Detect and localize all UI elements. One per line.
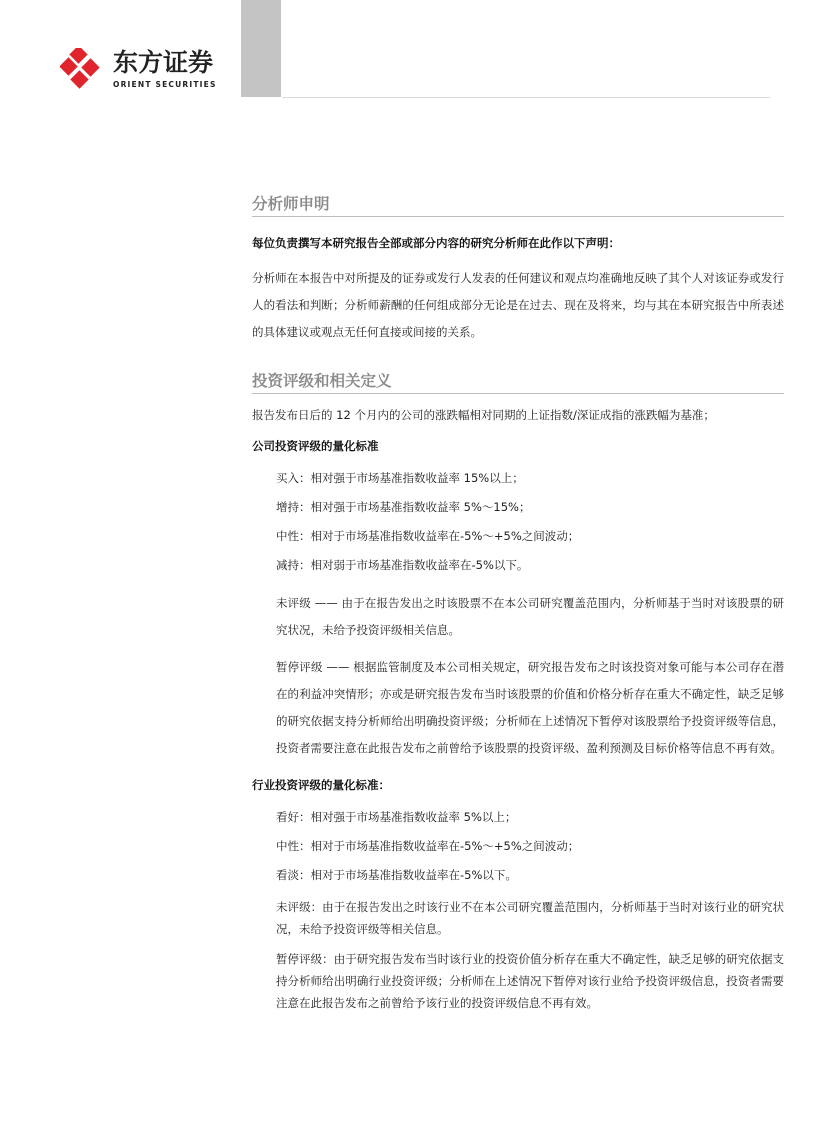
logo-chinese-name: 东方证券: [113, 48, 214, 77]
industry-rating-list: [252, 803, 784, 1014]
logo-english-name: ORIENT SECURITIES: [113, 80, 217, 89]
industry-unrated-note: 未评级：由于在报告发出之时该行业不在本公司研究覆盖范围内，分析师基于当时对该行业的研究状况，未给予投资评级等相关信息。: [276, 900, 784, 936]
company-rating-heading: 公司投资评级的量化标准: [252, 439, 379, 453]
industry-rating-heading: 行业投资评级的量化标准：: [252, 778, 390, 792]
company-unrated-note: 未评级 —— 由于在报告发出之时该股票不在本公司研究覆盖范围内，分析师基于当时对该股票的研究状况，未给予投资评级相关信息。: [276, 596, 784, 637]
company-logo: [60, 46, 230, 96]
industry-rating-item: 看好：相对强于市场基准指数收益率 5%以上；: [276, 810, 517, 824]
company-rating-item: 中性：相对于市场基准指数收益率在-5%～+5%之间波动；: [276, 529, 580, 543]
company-rating-item: 增持：相对强于市场基准指数收益率 5%～15%；: [276, 500, 531, 514]
company-suspended-note: 暂停评级 —— 根据监管制度及本公司相关规定，研究报告发布之时该投资对象可能与本公司存在潜在的利益冲突情形；亦或是研究报告发布当时该股票的价值和价格分析存在重大不确定性，缺乏足够的研究依据支持分析师给出明确投资评级；分析师在上述情况下暂停对该股票给予投资评级等信息，投资者需要注意在此报告发布之前曾给予该股票的投资评级、盈利预测及目标价格等信息不再有效。: [276, 660, 784, 755]
disclosure-content: [252, 195, 784, 1014]
industry-suspended-note: 暂停评级：由于研究报告发布当时该行业的投资价值分析存在重大不确定性，缺乏足够的研究依据支持分析师给出明确行业投资评级；分析师在上述情况下暂停对该行业给予投资评级信息，投资者需要注意在此报告发布之前曾给予该行业的投资评级信息不再有效。: [276, 952, 784, 1010]
company-rating-list: [252, 464, 784, 762]
industry-rating-item: 看淡：相对于市场基准指数收益率在-5%以下。: [276, 868, 517, 882]
rating-intro: 报告发布日后的 12 个月内的公司的涨跌幅相对同期的上证指数/深证成指的涨跌幅为基准；: [252, 408, 715, 422]
section-title-analyst-statement: 分析师申明: [252, 195, 784, 217]
company-rating-item: 买入：相对强于市场基准指数收益率 15%以上；: [276, 471, 524, 485]
analyst-statement-lead: 每位负责撰写本研究报告全部或部分内容的研究分析师在此作以下声明：: [252, 236, 620, 250]
header-divider: [282, 97, 770, 98]
analyst-statement-body: 分析师在本报告中对所提及的证券或发行人发表的任何建议和观点均准确地反映了其个人对该证券或发行人的看法和判断；分析师薪酬的任何组成部分无论是在过去、现在及将来，均与其在本研究报告中所表述的具体建议或观点无任何直接或间接的关系。: [252, 271, 784, 339]
industry-rating-item: 中性：相对于市场基准指数收益率在-5%～+5%之间波动；: [276, 839, 580, 853]
logo-diamonds-icon: [60, 48, 104, 92]
header-gray-bar: [241, 0, 281, 97]
section-title-rating: 投资评级和相关定义: [252, 372, 784, 394]
company-rating-item: 减持：相对弱于市场基准指数收益率在-5%以下。: [276, 558, 529, 572]
